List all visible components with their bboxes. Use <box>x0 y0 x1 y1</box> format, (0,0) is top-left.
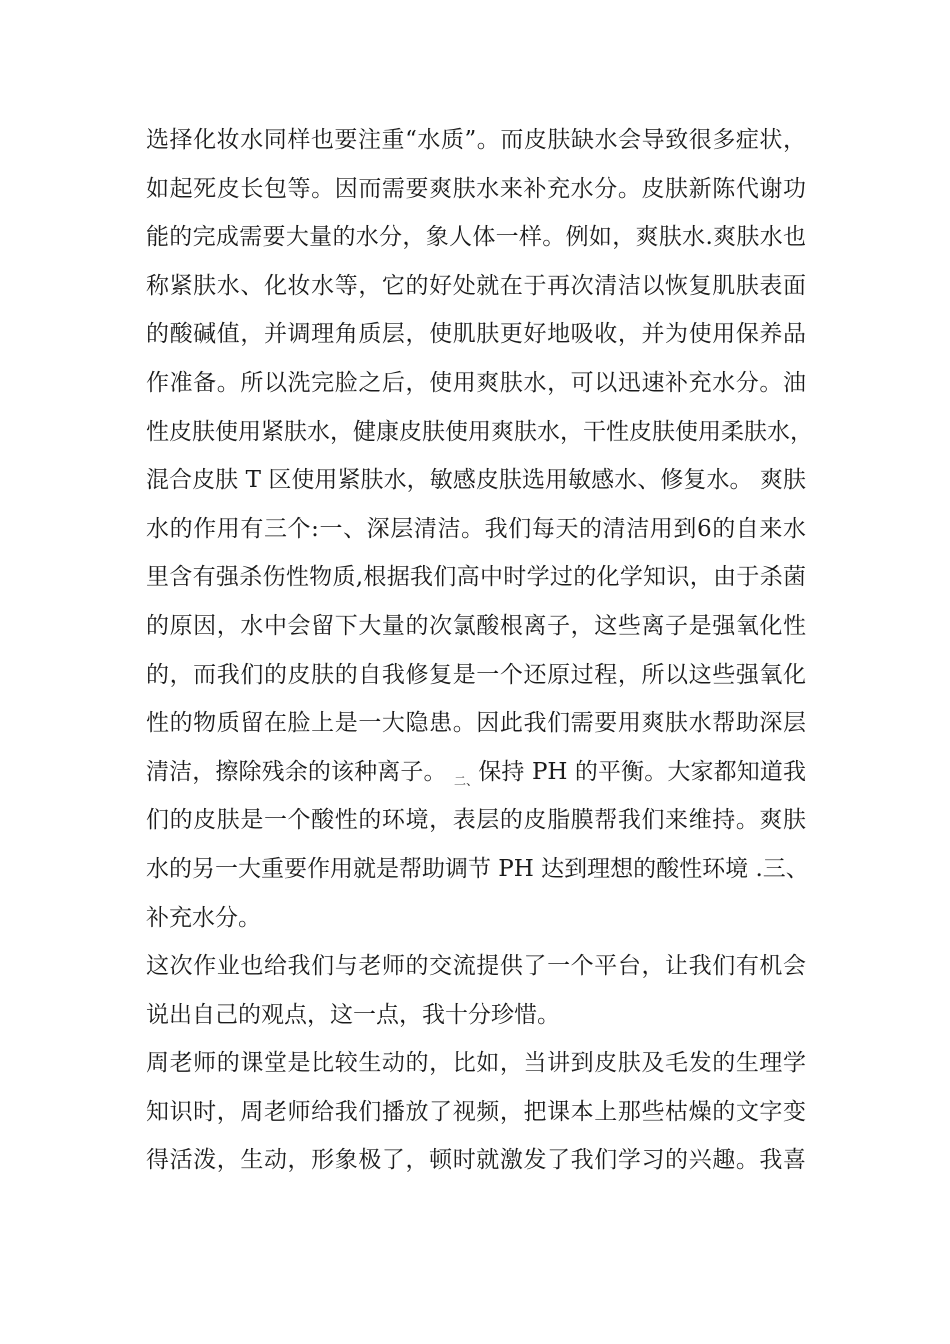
text-line: 性皮肤使用紧肤水，健康皮肤使用爽肤水，干性皮肤使用柔肤水， <box>146 418 813 445</box>
text-line: 里含有强杀伤性物质,根据我们高中时学过的化学知识，由于杀菌 <box>146 564 806 591</box>
paragraph-assignment <box>146 942 806 1039</box>
text-line: 能的完成需要大量的水分，象人体一样。例如，爽肤水.爽肤水也 <box>146 224 806 251</box>
text-line: 们的皮肤是一个酸性的环境，表层的皮脂膜帮我们来维持。爽肤 <box>146 807 806 834</box>
text-line: 的原因，水中会留下大量的次氯酸根离子，这些离子是强氧化性 <box>146 612 806 639</box>
text-line: 水的作用有三个:一、深层清洁。我们每天的清洁用到6的自来水 <box>146 515 806 542</box>
text-line: 的酸碱值，并调理角质层，使肌肤更好地吸收，并为使用保养品 <box>146 321 806 348</box>
text-line: 说出自己的观点，这一点，我十分珍惜。 <box>146 1001 560 1028</box>
text-line: 如起死皮长包等。因而需要爽肤水来补充水分。皮肤新陈代谢功 <box>146 175 806 202</box>
text-line: 知识时，周老师给我们播放了视频，把课本上那些枯燥的文字变 <box>146 1098 806 1125</box>
text-line: 补充水分。 <box>146 904 261 931</box>
text-line: 混合皮肤 T 区使用紧肤水，敏感皮肤选用敏感水、修复水。 爽肤 <box>146 467 806 494</box>
text-segment: 清洁，擦除残余的该种离子。 <box>146 758 455 785</box>
text-line: 性的物质留在脸上是一大隐患。因此我们需要用爽肤水帮助深层 <box>146 710 806 737</box>
text-line: 水的另一大重要作用就是帮助调节 PH 达到理想的酸性环境 .三、 <box>146 855 809 882</box>
paragraph-classroom <box>146 1039 806 1185</box>
text-line: 周老师的课堂是比较生动的，比如，当讲到皮肤及毛发的生理学 <box>146 1050 806 1077</box>
document-body <box>146 116 813 1185</box>
text-line: 作准备。所以洗完脸之后，使用爽肤水，可以迅速补充水分。油 <box>146 369 806 396</box>
text-line: 称紧肤水、化妆水等，它的好处就在于再次清洁以恢复肌肤表面 <box>146 272 806 299</box>
text-line: 的，而我们的皮肤的自我修复是一个还原过程，所以这些强氧化 <box>146 661 806 688</box>
list-marker: 二、 <box>454 773 479 788</box>
text-line: 选择化妆水同样也要注重“水质”。而皮肤缺水会导致很多症状， <box>146 127 806 153</box>
text-line-with-marker <box>146 748 806 797</box>
text-line: 得活泼，生动，形象极了，顿时就激发了我们学习的兴趣。我喜 <box>146 1147 806 1174</box>
text-line: 这次作业也给我们与老师的交流提供了一个平台，让我们有机会 <box>146 953 806 980</box>
paragraph-skincare <box>146 116 813 942</box>
text-segment: 保持 PH 的平衡。大家都知道我 <box>478 758 806 785</box>
